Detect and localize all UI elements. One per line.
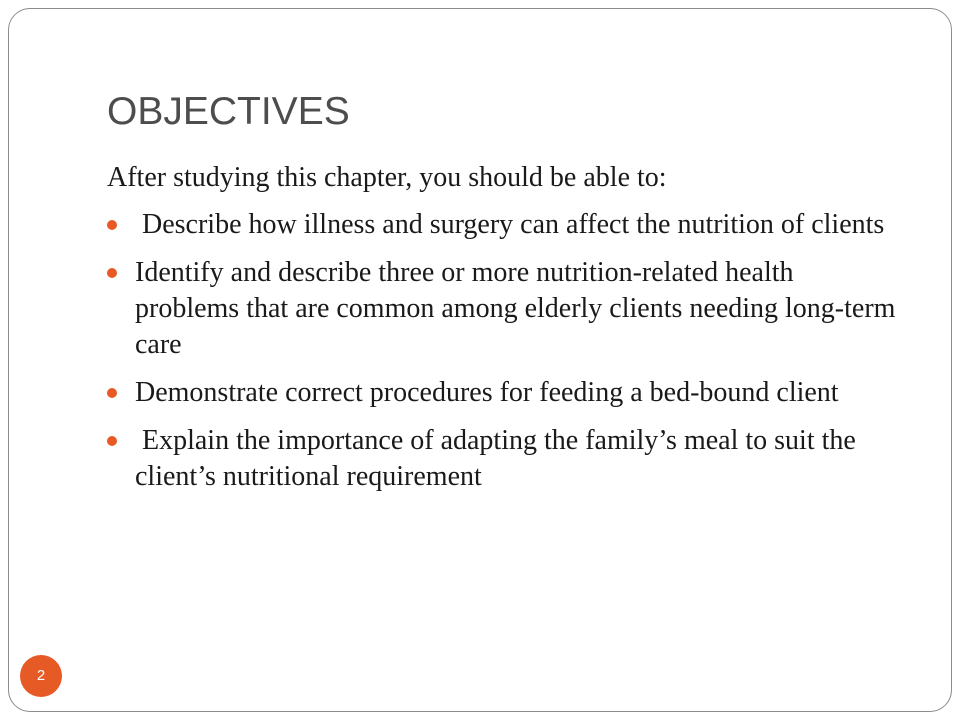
slide-title: OBJECTIVES: [107, 90, 350, 133]
list-item: [107, 255, 897, 363]
list-item: [107, 375, 897, 411]
list-item: [107, 423, 897, 495]
intro-text: After studying this chapter, you should be able to:: [107, 162, 667, 193]
bullet-dot-icon: [107, 388, 117, 398]
list-item-text: Explain the importance of adapting the family’s meal to suit the client’s nutritional requirement: [135, 425, 863, 492]
bullet-dot-icon: [107, 268, 117, 278]
list-item: [107, 207, 897, 243]
page-number-badge: 2: [20, 655, 62, 697]
list-item-text: Describe how illness and surgery can affect the nutrition of clients: [135, 209, 885, 240]
bullet-dot-icon: [107, 436, 117, 446]
list-item-text: Demonstrate correct procedures for feeding a bed-bound client: [135, 377, 839, 408]
bullet-dot-icon: [107, 220, 117, 230]
slide-body: [107, 160, 897, 507]
list-item-text: Identify and describe three or more nutrition-related health problems that are common among elderly clients needing long-term care: [135, 257, 896, 360]
objectives-list: [107, 207, 897, 495]
